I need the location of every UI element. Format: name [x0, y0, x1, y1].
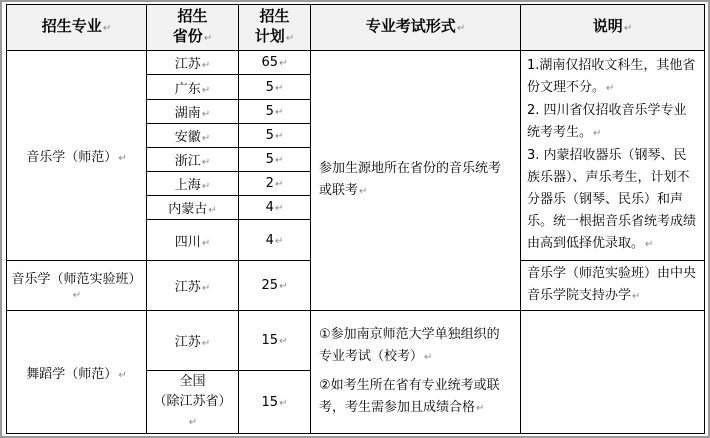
music-exp-note-cell: 音乐学（师范实验班）由中央音乐学院支持办学↵	[521, 260, 705, 310]
plan-cell: 5↵	[239, 99, 311, 123]
music-notes-cell	[521, 51, 705, 260]
note-1: 1.湖南仅招收文科生，其他省份文理不分。↵	[527, 58, 696, 95]
province-cell: 广东↵	[147, 75, 239, 99]
province-cell: 江苏↵	[147, 311, 239, 371]
dance-major-cell: 舞蹈学（师范）↵	[7, 311, 147, 434]
dance-note-cell	[521, 311, 705, 434]
music-major-cell: 音乐学（师范）↵	[7, 51, 147, 260]
enrollment-table	[6, 4, 705, 434]
province-cell: 浙江↵	[147, 147, 239, 171]
plan-cell: 4↵	[239, 196, 311, 220]
province-cell: 四川↵	[147, 220, 239, 260]
plan-cell: 5↵	[239, 123, 311, 147]
province-cell: 江苏↵	[147, 51, 239, 75]
province-cell: 全国 （除江苏省）↵	[147, 371, 239, 434]
province-cell: 内蒙古↵	[147, 196, 239, 220]
header-row	[7, 5, 705, 51]
plan-cell: 15↵	[239, 311, 311, 371]
province-cell: 安徽↵	[147, 123, 239, 147]
header-note: 说明↵	[521, 5, 705, 51]
table-row	[7, 311, 705, 371]
header-province: 招生 省份↵	[147, 5, 239, 51]
header-plan: 招生 计划↵	[239, 5, 311, 51]
plan-cell: 15↵	[239, 371, 311, 434]
plan-cell: 25↵	[239, 260, 311, 310]
plan-cell: 4↵	[239, 220, 311, 260]
note-3: 3. 内蒙招收器乐（钢琴、民族乐器）、声乐考生，计划不分器乐（钢琴、民乐）和声乐。统一根据音乐省统考成绩由高到低择优录取。↵	[527, 148, 697, 251]
header-exam: 专业考试形式↵	[311, 5, 521, 51]
plan-cell: 2↵	[239, 172, 311, 196]
exam-item-2: ②如考生所在省有专业统考或联考，考生需参加且成绩合格↵	[319, 378, 500, 416]
table-row	[7, 51, 705, 75]
header-major: 招生专业↵	[7, 5, 147, 51]
music-exp-major-cell: 音乐学（师范实验班）↵	[7, 260, 147, 310]
music-exam-cell: 参加生源地所在省份的音乐统考或联考↵	[311, 51, 521, 311]
province-cell: 江苏↵	[147, 260, 239, 310]
plan-cell: 65↵	[239, 51, 311, 75]
plan-cell: 5↵	[239, 147, 311, 171]
plan-cell: 5↵	[239, 75, 311, 99]
note-2: 2. 四川省仅招收音乐学专业统考考生。↵	[527, 103, 687, 140]
exam-item-1: ①参加南京师范大学单独组织的专业考试（校考）↵	[319, 327, 500, 365]
province-cell: 湖南↵	[147, 99, 239, 123]
province-cell: 上海↵	[147, 172, 239, 196]
dance-exam-cell	[311, 311, 521, 434]
